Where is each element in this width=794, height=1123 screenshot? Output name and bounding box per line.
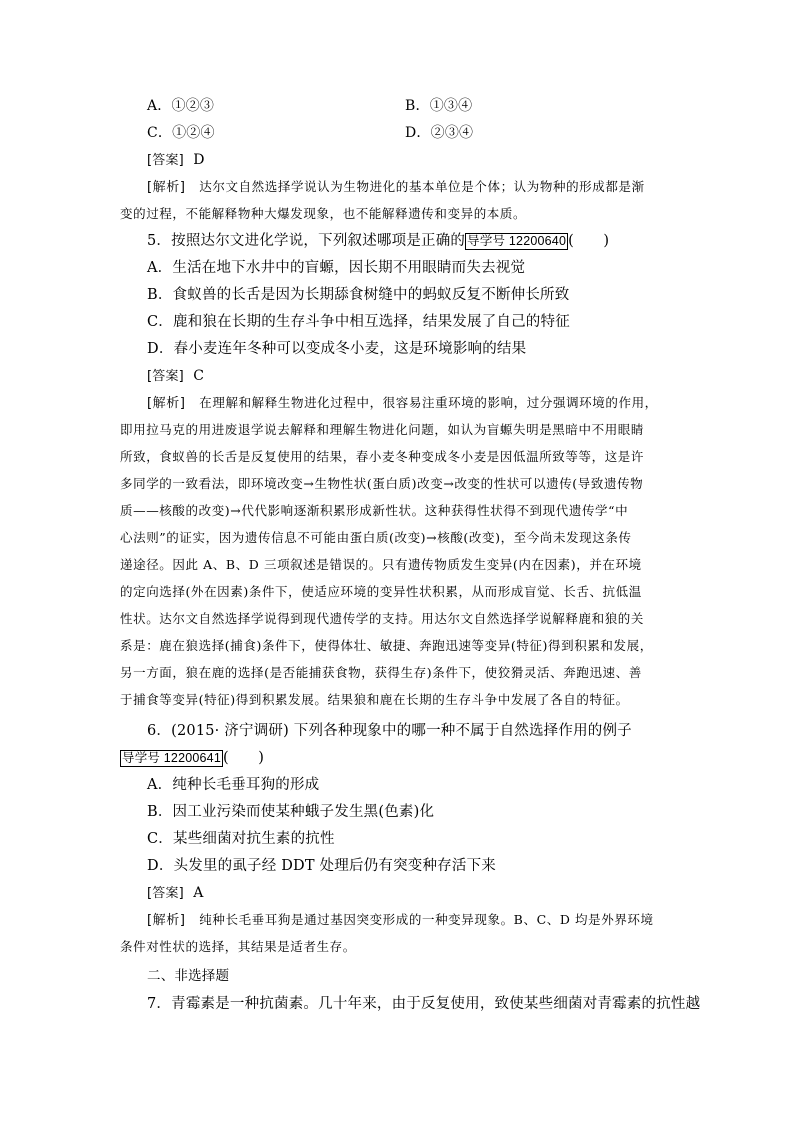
q5-explanation-line	[147, 394, 679, 413]
q6-option-c[interactable]: C．某些细菌对抗生素的抗性	[147, 831, 335, 847]
q4-options-row-1	[147, 97, 679, 115]
q5-option-d[interactable]: D．春小麦连年冬种可以变成冬小麦，这是环境影响的结果	[147, 341, 527, 357]
q5-explanation-line: 心法则”的证实，因为遗传信息不可能由蛋白质(改变)→核酸(改变)，至今尚未发现这条传	[120, 530, 632, 545]
q4-option-d[interactable]: D．②③④	[405, 125, 474, 141]
q6-option-b[interactable]: B．因工业污染而使某种蛾子发生黑(色素)化	[147, 804, 435, 820]
q5-explanation-line: 系是：鹿在狼选择(捕食)条件下，使得体壮、敏捷、奔跑迅速等变异(特征)得到积累和发展，	[120, 638, 653, 653]
explain-tag: [解析]	[147, 913, 186, 928]
q5-explanation-line: 多同学的一致看法，即环境改变→生物性状(蛋白质)改变→改变的性状可以遗传(导致遗传物	[120, 476, 644, 491]
q4-option-a[interactable]: A．①②③	[147, 98, 215, 114]
q4-option-b[interactable]: B．①③④	[405, 98, 473, 114]
answer-value: D	[193, 152, 205, 168]
q6-explanation-line: 条件对性状的选择，其结果是适者生存。	[120, 939, 356, 954]
answer-blank: ( )	[568, 233, 610, 249]
q5-explanation-line: 的定向选择(外在因素)条件下，使适应环境的变异性状积累，从而形成盲觉、长舌、抗低温	[120, 584, 642, 599]
q5-option-c[interactable]: C．鹿和狼在长期的生存斗争中相互选择，结果发展了自己的特征	[147, 314, 570, 330]
q4-option-c[interactable]: C．①②④	[147, 125, 215, 141]
explain-tag: [解析]	[147, 180, 186, 195]
answer-tag: [答案]	[147, 153, 184, 168]
guide-code-box[interactable]: 导学号 12200640	[467, 234, 567, 248]
q5-stem	[147, 232, 679, 250]
explain-tag: [解析]	[147, 396, 186, 411]
q7-stem: 7．青霉素是一种抗菌素。几十年来，由于反复使用，致使某些细菌对青霉素的抗性越	[147, 996, 701, 1012]
answer-tag: [答案]	[147, 369, 184, 384]
q6-stem: 6．(2015· 济宁调研) 下列各种现象中的哪一种不属于自然选择作用的例子	[147, 723, 632, 739]
answer-tag: [答案]	[147, 886, 184, 901]
q6-option-a[interactable]: A．纯种长毛垂耳狗的形成	[147, 777, 320, 793]
answer-value: C	[193, 368, 205, 384]
q6-answer	[147, 884, 679, 903]
q5-explanation-line: 质——核酸的改变)→代代影响逐渐积累形成新性状。这种获得性状得不到现代遗传学“中	[120, 503, 629, 518]
explain-text: 在理解和解释生物进化过程中，很容易注重环境的影响，过分强调环境的作用，	[199, 395, 658, 410]
section-heading: 二、非选择题	[147, 968, 230, 984]
guide-code-box[interactable]: 导学号 12200641	[122, 751, 221, 765]
q5-explanation-line: 性状。达尔文自然选择学说得到现代遗传学的支持。用达尔文自然选择学说解释鹿和狼的关	[120, 611, 645, 626]
explain-text: 纯种长毛垂耳狗是通过基因突变形成的一种变异现象。B、C、D 均是外界环境	[199, 912, 654, 927]
q4-options-row-2	[147, 124, 679, 142]
q5-answer	[147, 367, 679, 386]
q6-stem-cont	[120, 749, 652, 767]
q5-explanation-line: 另一方面，狼在鹿的选择(是否能捕获食物，获得生存)条件下，使狡猾灵活、奔跑迅速、善	[120, 665, 642, 680]
q5-explanation-line: 即用拉马克的用进废退学说去解释和理解生物进化问题，如认为盲螈失明是黑暗中不用眼睛	[120, 422, 645, 437]
q6-option-d[interactable]: D．头发里的虱子经 DDT 处理后仍有突变种存活下来	[147, 858, 496, 874]
answer-blank: ( )	[223, 750, 265, 766]
q5-option-b[interactable]: B．食蚁兽的长舌是因为长期舔食树缝中的蚂蚁反复不断伸长所致	[147, 287, 570, 303]
q4-answer	[147, 151, 679, 170]
explain-text: 达尔文自然选择学说认为生物进化的基本单位是个体；认为物种的形成都是渐	[199, 179, 645, 194]
q4-explanation-line	[147, 178, 679, 197]
question-text: 5．按照达尔文进化学说，下列叙述哪项是正确的	[147, 233, 466, 249]
q4-explanation-line: 变的过程，不能解释物种大爆发现象，也不能解释遗传和变异的本质。	[120, 206, 527, 221]
q5-option-a[interactable]: A．生活在地下水井中的盲螈，因长期不用眼睛而失去视觉	[147, 260, 526, 276]
answer-value: A	[193, 885, 204, 901]
q5-explanation-line: 递途径。因此 A、B、D 三项叙述是错误的。只有遗传物质发生变异(内在因素)，并在环境	[120, 557, 642, 572]
q6-explanation-line	[147, 911, 679, 930]
q5-explanation-line: 于捕食等变异(特征)得到积累发展。结果狼和鹿在长期的生存斗争中发展了各自的特征。	[120, 692, 629, 707]
q5-explanation-line: 所致，食蚁兽的长舌是反复使用的结果，春小麦冬种变成冬小麦是因低温所致等等，这是许	[120, 449, 645, 464]
